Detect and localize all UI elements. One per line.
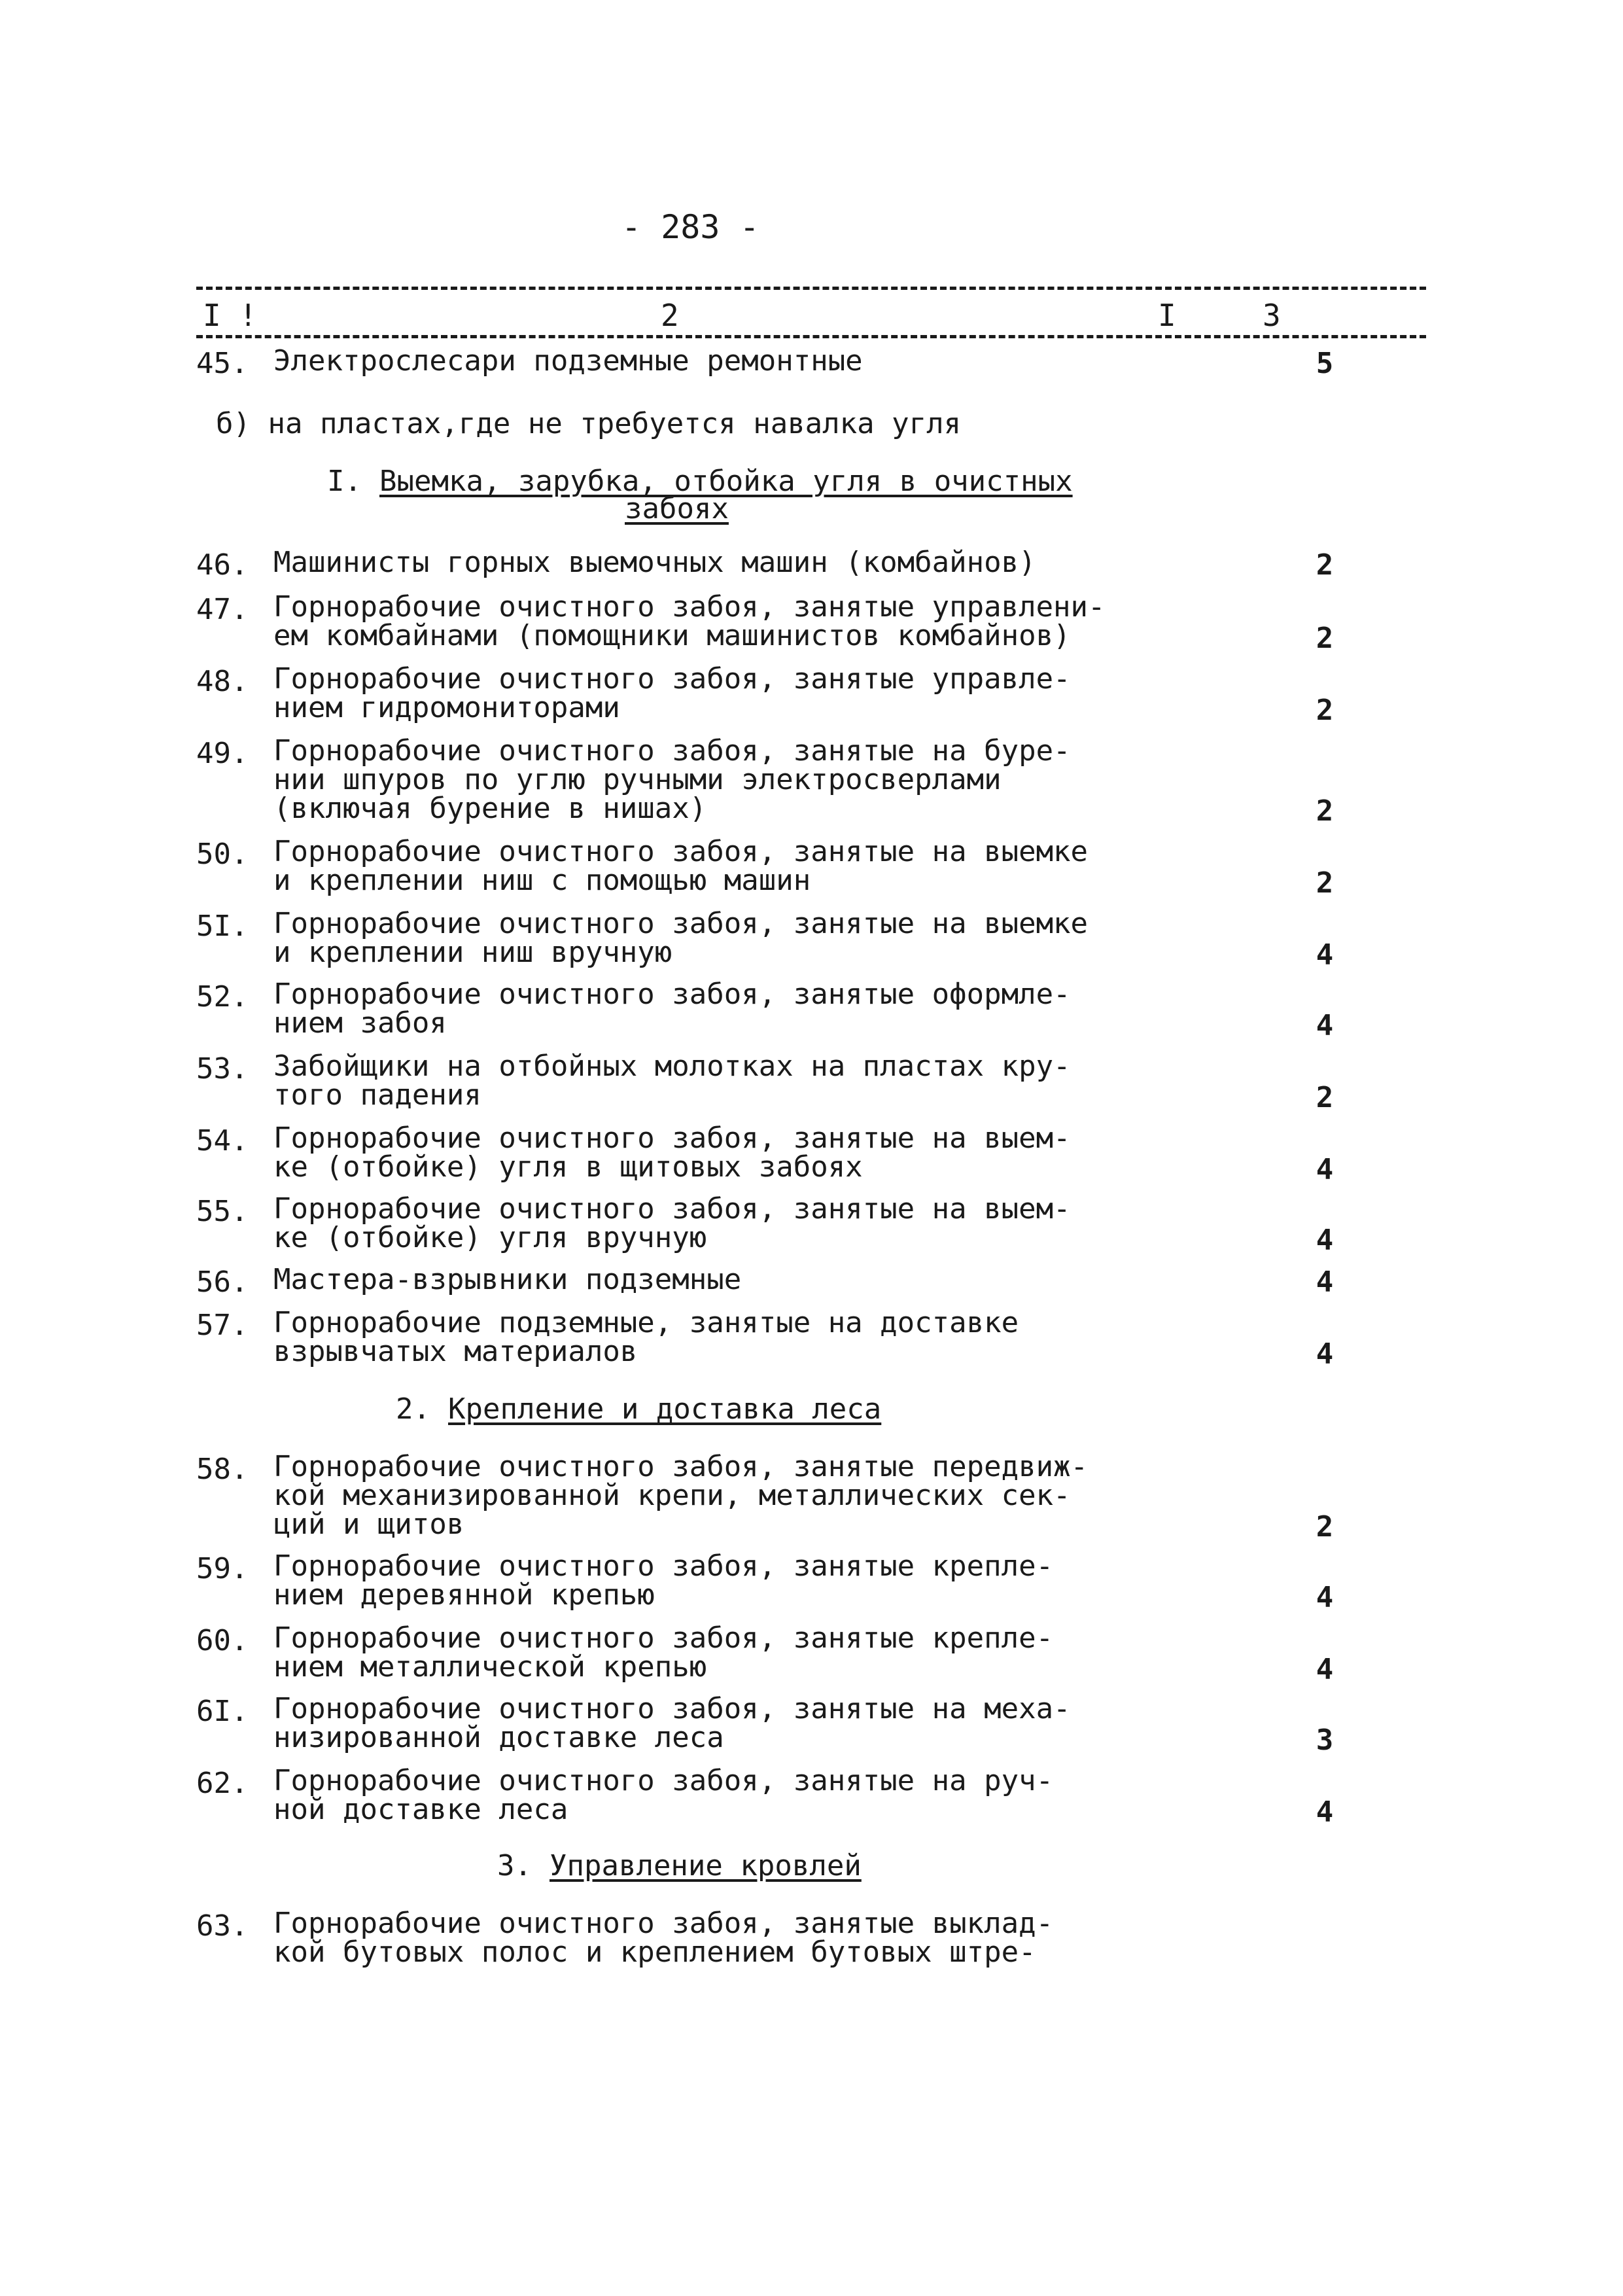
row-value: 4 — [1316, 1265, 1334, 1299]
row-value: 2 — [1316, 1510, 1334, 1544]
row-number: 59. — [196, 1552, 249, 1585]
row-text: Мастера-взрывники подземные — [273, 1263, 742, 1296]
row-text: Горнорабочие очистного забоя, занятые на руч- ной доставке леса — [273, 1764, 1054, 1826]
section-1-title-line2: забоях — [625, 492, 729, 525]
row-text: Горнорабочие очистного забоя, занятые управлени- ем комбайнами (помощники машинистов комбайнов) — [273, 590, 1106, 652]
row-number: 56. — [196, 1265, 249, 1299]
row-number: 63. — [196, 1909, 249, 1943]
row-value: 4 — [1316, 1653, 1334, 1686]
row-text: Горнорабочие очистного забоя, занятые оформле- нием забоя — [273, 978, 1071, 1040]
row-text: Горнорабочие очистного забоя, занятые передвиж- кой механизированной крепи, металлических сек- ций и щитов — [273, 1450, 1089, 1541]
row-text: Горнорабочие очистного забоя, занятые на выемке и креплении ниш вручную — [273, 907, 1089, 969]
header-col-separator: I — [1158, 298, 1176, 333]
row-text: Горнорабочие очистного забоя, занятые крепле- нием металлической крепью — [273, 1621, 1054, 1684]
row-value: 4 — [1316, 1224, 1334, 1257]
section-1-title-line1: Выемка, зарубка, отбойка угля в очистных — [379, 465, 1073, 498]
row-text: Горнорабочие очистного забоя, занятые на выем- ке (отбойке) угля вручную — [273, 1192, 1071, 1254]
row-text: Горнорабочие очистного забоя, занятые на буре- нии шпуров по углю ручными электросверлами (включая бурение в нишах) — [273, 734, 1071, 825]
subsection-b-heading: б) на пластах,где не требуется навалка угля — [216, 407, 962, 440]
row-value: 2 — [1316, 794, 1334, 828]
row-text: Горнорабочие очистного забоя, занятые выклад- кой бутовых полос и креплением бутовых штре- — [273, 1907, 1054, 1969]
header-col1: I ! — [203, 298, 258, 333]
row-number: 62. — [196, 1767, 249, 1800]
row-number: 47. — [196, 593, 249, 626]
row-value: 2 — [1316, 866, 1334, 900]
row-value: 4 — [1316, 938, 1334, 972]
row-text: Забойщики на отбойных молотках на пластах кру- того падения — [273, 1050, 1071, 1112]
row-value: 5 — [1316, 347, 1334, 380]
row-value: 2 — [1316, 548, 1334, 582]
row-text: Электрослесари подземные ремонтные — [273, 344, 863, 378]
header-col3: 3 — [1263, 298, 1281, 333]
row-number: 49. — [196, 737, 249, 770]
row-value: 2 — [1316, 622, 1334, 655]
row-number: 60. — [196, 1624, 249, 1657]
section-2-title: Крепление и доставка леса — [448, 1392, 882, 1426]
row-value: 4 — [1316, 1795, 1334, 1829]
row-number: 6I. — [196, 1695, 249, 1728]
row-text: Горнорабочие подземные, занятые на доставке взрывчатых материалов — [273, 1306, 1019, 1368]
row-number: 52. — [196, 980, 249, 1014]
row-number: 46. — [196, 548, 249, 582]
header-col2: 2 — [661, 298, 679, 333]
page-number: - 283 - — [621, 208, 759, 246]
section-3-number: 3. — [497, 1849, 532, 1882]
row-number: 5I. — [196, 910, 249, 943]
row-number: 48. — [196, 665, 249, 698]
row-number: 58. — [196, 1453, 249, 1486]
row-text: Машинисты горных выемочных машин (комбайнов) — [273, 546, 1036, 579]
header-bottom-rule — [196, 335, 1426, 338]
row-text: Горнорабочие очистного забоя, занятые на выем- ке (отбойке) угля в щитовых забоях — [273, 1122, 1071, 1184]
row-value: 4 — [1316, 1337, 1334, 1371]
row-value: 2 — [1316, 694, 1334, 727]
row-number: 55. — [196, 1195, 249, 1228]
section-3-title: Управление кровлей — [550, 1849, 862, 1882]
row-value: 4 — [1316, 1581, 1334, 1614]
row-text: Горнорабочие очистного забоя, занятые на меха- низированной доставке леса — [273, 1692, 1071, 1754]
row-value: 4 — [1316, 1009, 1334, 1042]
row-number: 53. — [196, 1052, 249, 1086]
row-text: Горнорабочие очистного забоя, занятые крепле- нием деревянной крепью — [273, 1549, 1054, 1612]
row-value: 4 — [1316, 1153, 1334, 1186]
row-text: Горнорабочие очистного забоя, занятые управле- нием гидромониторами — [273, 662, 1071, 724]
row-number: 57. — [196, 1309, 249, 1342]
section-2-number: 2. — [396, 1392, 430, 1426]
header-top-rule — [196, 287, 1426, 290]
row-number: 50. — [196, 838, 249, 871]
row-value: 2 — [1316, 1081, 1334, 1114]
row-text: Горнорабочие очистного забоя, занятые на выемке и креплении ниш с помощью машин — [273, 835, 1089, 897]
section-1-number: I. — [327, 465, 362, 498]
row-number: 54. — [196, 1124, 249, 1157]
row-number: 45. — [196, 347, 249, 380]
row-value: 3 — [1316, 1723, 1334, 1757]
